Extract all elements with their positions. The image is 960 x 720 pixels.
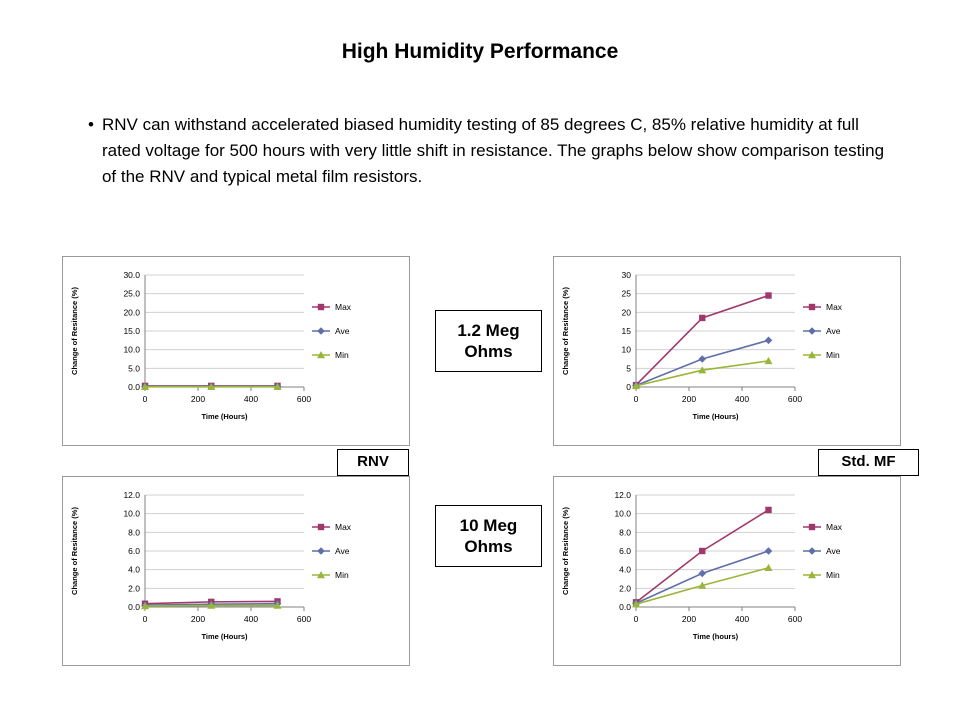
legend-label: Min [826,570,840,580]
legend-label: Ave [335,326,350,336]
y-axis-label: Change of Resitance (%) [70,507,79,595]
y-tick-label: 6.0 [619,546,631,556]
y-tick-label: 25 [621,288,631,299]
chart-rnv-1p2meg [62,256,410,446]
y-tick-label: 30.0 [123,270,140,280]
x-tick-label: 400 [243,394,259,404]
x-tick-label: 0 [142,394,148,404]
x-tick-label: 400 [734,614,750,624]
x-tick-label: 200 [681,394,697,404]
y-tick-label: 25.0 [123,288,140,299]
x-tick-label: 200 [190,394,206,404]
chart-rnv-10meg [62,476,410,666]
callout-10-meg-line1: 10 Meg [459,515,518,535]
chart-canvas [63,257,409,445]
legend-label: Max [335,522,352,532]
legend-label: Max [826,522,843,532]
y-tick-label: 12.0 [614,490,631,500]
callout-rnv: RNV [337,449,409,476]
x-tick-label: 0 [633,614,639,624]
callout-1p2-meg-line2: Ohms [464,342,513,361]
x-tick-label: 600 [296,394,312,404]
y-tick-label: 6.0 [128,546,140,556]
x-tick-label: 400 [734,394,750,404]
chart-canvas [554,257,900,445]
x-tick-label: 0 [633,394,639,404]
callout-10-meg-ohms [435,505,542,567]
x-tick-label: 200 [190,614,206,624]
x-axis-label: Time (Hours) [692,412,739,421]
y-tick-label: 8.0 [619,527,631,538]
y-tick-label: 10.0 [123,508,140,519]
x-tick-label: 600 [787,394,803,404]
chart-canvas [554,477,900,665]
page-title: High Humidity Performance [341,40,619,63]
y-tick-label: 5 [626,363,631,374]
callout-1p2-meg-ohms [435,310,542,372]
y-tick-label: 15 [621,326,631,336]
y-tick-label: 0.0 [128,382,140,392]
y-tick-label: 30 [621,270,631,280]
y-tick-label: 15.0 [123,326,140,336]
legend-label: Min [335,350,349,360]
y-axis-label: Change of Resitance (%) [561,507,570,595]
y-tick-label: 10.0 [614,508,631,519]
x-tick-label: 200 [681,614,697,624]
y-axis-label: Change of Resitance (%) [70,287,79,375]
chart-stdmf-1p2meg [553,256,901,446]
x-axis-label: Time (hours) [692,632,739,641]
y-tick-label: 10.0 [123,344,140,355]
y-tick-label: 2.0 [128,583,140,594]
callout-1p2-meg-line1: 1.2 Meg [457,320,520,340]
y-tick-label: 20.0 [123,307,140,318]
y-tick-label: 5.0 [128,363,140,374]
x-tick-label: 600 [787,614,803,624]
bullet-text: RNV can withstand accelerated biased humidity testing of 85 degrees C, 85% relative humidity at full rated voltage for 500 hours with very little shift in resistance. The graphs below show comparison testing of the RNV and typical metal film resistors. [101,115,885,186]
y-tick-label: 0 [626,382,631,392]
y-tick-label: 8.0 [128,527,140,538]
y-tick-label: 2.0 [619,583,631,594]
y-tick-label: 4.0 [128,564,140,575]
x-axis-label: Time (Hours) [201,412,248,421]
y-tick-label: 0.0 [619,602,631,612]
legend-label: Ave [335,546,350,556]
x-axis-label: Time (Hours) [201,632,248,641]
y-tick-label: 0.0 [128,602,140,612]
x-tick-label: 400 [243,614,259,624]
list-item [88,112,888,190]
bullet-list [88,112,888,190]
y-axis-label: Change of Resitance (%) [561,287,570,375]
callout-std-mf: Std. MF [818,449,919,476]
chart-canvas [63,477,409,665]
x-tick-label: 0 [142,614,148,624]
bullet-marker-icon: • [88,115,94,134]
legend-label: Max [335,302,352,312]
legend-label: Max [826,302,843,312]
y-tick-label: 10 [621,344,631,355]
callout-10-meg-line2: Ohms [464,537,513,556]
y-tick-label: 12.0 [123,490,140,500]
y-tick-label: 20 [621,307,631,318]
legend-label: Min [826,350,840,360]
legend-label: Ave [826,326,841,336]
legend-label: Ave [826,546,841,556]
chart-stdmf-10meg [553,476,901,666]
y-tick-label: 4.0 [619,564,631,575]
legend-label: Min [335,570,349,580]
x-tick-label: 600 [296,614,312,624]
